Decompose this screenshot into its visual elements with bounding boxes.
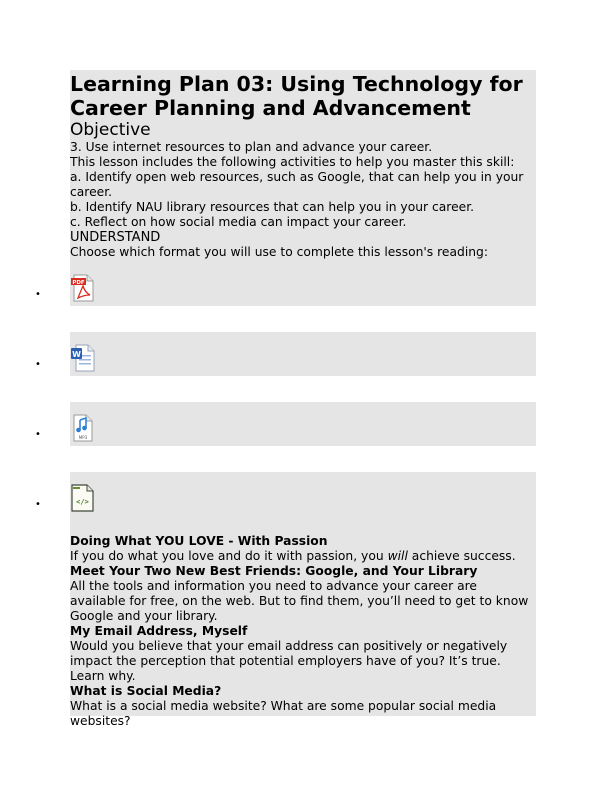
objective-text: 3. Use internet resources to plan and advance your career.	[70, 140, 433, 154]
section-desc-google-library: All the tools and information you need to advance your career are available for free, on the web. But to find them, you’ll need to get to know Google and your library.	[70, 579, 529, 623]
format-item-mp3	[35, 412, 536, 482]
format-item-pdf	[35, 272, 536, 342]
section-title-email[interactable]: My Email Address, Myself	[70, 624, 248, 638]
activity-b: b. Identify NAU library resources that can help you in your career.	[70, 200, 475, 214]
desc-text: If you do what you love and do it with passion, you	[70, 549, 388, 563]
svg-text:MP3: MP3	[78, 435, 88, 440]
svg-text:</>: </>	[76, 498, 89, 506]
section-desc-social-media: What is a social media website? What are some popular social media websites?	[70, 699, 497, 728]
bullet: •	[35, 429, 41, 440]
word-doc-icon[interactable]	[70, 344, 96, 372]
desc-emphasis: will	[387, 549, 408, 563]
format-list	[35, 272, 536, 552]
svg-text:PDF: PDF	[72, 280, 85, 286]
bullet: •	[35, 289, 41, 300]
bullet: •	[35, 359, 41, 370]
list-gap	[70, 446, 536, 472]
format-item-word	[35, 342, 536, 412]
section-title-google-library[interactable]: Meet Your Two New Best Friends: Google, and Your Library	[70, 564, 478, 578]
desc-text: achieve success.	[407, 549, 516, 563]
activity-c: c. Reflect on how social media can impact your career.	[70, 215, 407, 229]
list-gap	[70, 306, 536, 332]
bullet: •	[35, 499, 41, 510]
intro-text: This lesson includes the following activities to help you master this skill:	[70, 155, 515, 169]
html-code-icon[interactable]	[70, 484, 96, 512]
objective-heading: Objective	[70, 120, 151, 140]
list-gap	[70, 376, 536, 402]
pdf-icon[interactable]	[70, 274, 96, 302]
section-title-social-media[interactable]: What is Social Media?	[70, 684, 222, 698]
section-desc-email: Would you believe that your email address can positively or negatively impact the perception that potential employers have of you? It’s true. Learn why.	[70, 639, 508, 683]
activity-a: a. Identify open web resources, such as Google, that can help you in your career.	[70, 170, 524, 199]
choose-format-text: Choose which format you will use to complete this lesson's reading:	[70, 245, 488, 259]
lesson-sections	[70, 534, 536, 729]
mp3-audio-icon[interactable]	[70, 414, 96, 442]
format-item-html	[35, 482, 536, 552]
document-content	[35, 70, 536, 729]
section-title-passion[interactable]: Doing What YOU LOVE - With Passion	[70, 534, 328, 548]
document-page	[35, 70, 536, 728]
page-title: Learning Plan 03: Using Technology for Career Planning and Advancement	[70, 72, 523, 120]
understand-heading: UNDERSTAND	[70, 230, 161, 245]
svg-text:W: W	[72, 350, 81, 359]
